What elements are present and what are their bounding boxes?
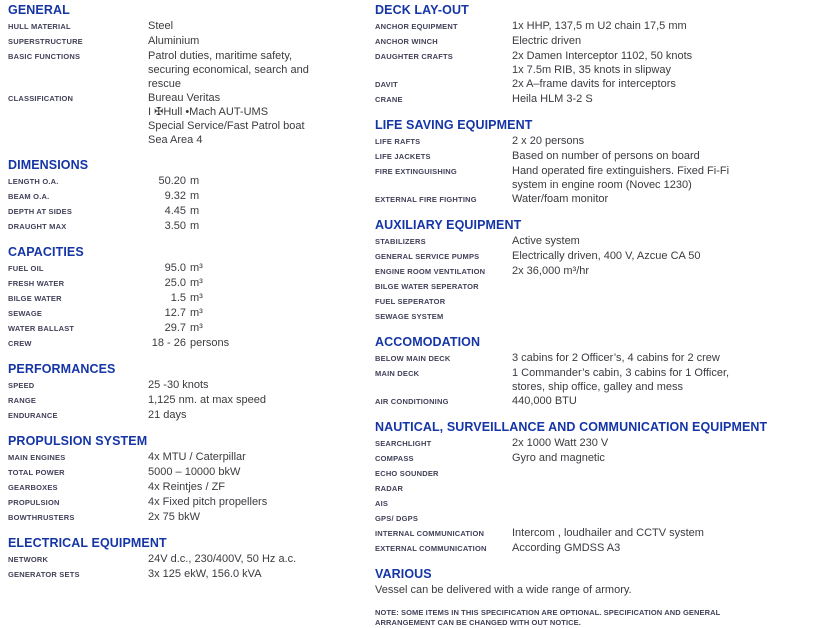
spec-label: STABILIZERS bbox=[375, 237, 426, 246]
spec-label: AIS bbox=[375, 499, 389, 508]
spec-row bbox=[375, 511, 830, 526]
spec-value bbox=[512, 164, 830, 192]
spec-value-number: 12.7 bbox=[164, 307, 186, 319]
spec-value-unit: m bbox=[190, 205, 200, 217]
spec-value bbox=[148, 306, 370, 320]
footnote-line-2: ARRANGEMENT CAN BE CHANGED WITH OUT NOTICE. bbox=[375, 618, 581, 627]
spec-value bbox=[512, 394, 830, 408]
spec-label: LIFE RAFTS bbox=[375, 137, 421, 146]
spec-value bbox=[512, 526, 830, 540]
spec-label: HULL MATERIAL bbox=[8, 22, 71, 31]
section-title: PROPULSION SYSTEM bbox=[8, 434, 148, 448]
spec-value bbox=[512, 366, 830, 394]
spec-value-text: 1x HHP, 137,5 m U2 chain 17,5 mm bbox=[512, 20, 687, 32]
spec-row bbox=[375, 234, 830, 249]
section-title: GENERAL bbox=[8, 3, 70, 17]
spec-value-number: 25.0 bbox=[164, 277, 186, 289]
spec-label: LENGTH O.A. bbox=[8, 177, 59, 186]
spec-row bbox=[375, 394, 830, 409]
spec-value-text: 3 cabins for 2 Officer’s, 4 cabins for 2 crew bbox=[512, 352, 720, 364]
spec-row bbox=[375, 34, 830, 49]
spec-value-number: 3.50 bbox=[164, 220, 186, 232]
spec-row bbox=[8, 291, 370, 306]
spec-value bbox=[148, 336, 370, 350]
spec-value-text: 21 days bbox=[148, 409, 187, 421]
spec-label: BILGE WATER SEPERATOR bbox=[375, 282, 479, 291]
spec-value-number: 95.0 bbox=[164, 262, 186, 274]
spec-label: DAUGHTER CRAFTS bbox=[375, 52, 453, 61]
spec-value-number: 50.20 bbox=[158, 175, 186, 187]
spec-value bbox=[512, 351, 830, 365]
spec-label: FUEL OIL bbox=[8, 264, 44, 273]
section-text: Vessel can be delivered with a wide range of armory. bbox=[375, 584, 632, 596]
spec-value bbox=[148, 567, 370, 581]
spec-label: CLASSIFICATION bbox=[8, 94, 74, 103]
spec-row bbox=[8, 510, 370, 525]
spec-value bbox=[512, 134, 830, 148]
spec-value-text: 5000 – 10000 bkW bbox=[148, 466, 241, 478]
spec-row bbox=[8, 306, 370, 321]
spec-value-unit: m³ bbox=[190, 292, 203, 304]
section-life-saving-equipment bbox=[375, 118, 830, 207]
spec-row bbox=[8, 219, 370, 234]
spec-value-line: Patrol duties, maritime safety, bbox=[148, 50, 293, 62]
spec-row bbox=[375, 264, 830, 279]
spec-row bbox=[8, 336, 370, 351]
spec-value-text: 1,125 nm. at max speed bbox=[148, 394, 267, 406]
spec-value-unit: persons bbox=[190, 337, 230, 349]
spec-label: BOWTHRUSTERS bbox=[8, 513, 75, 522]
spec-label: BEAM O.A. bbox=[8, 192, 50, 201]
spec-value bbox=[148, 276, 370, 290]
spec-label: BASIC FUNCTIONS bbox=[8, 52, 81, 61]
spec-label: INTERNAL COMMUNICATION bbox=[375, 529, 485, 538]
section-nautical-surveillance-and-communication-equipment bbox=[375, 420, 830, 556]
spec-value bbox=[148, 219, 370, 233]
spec-value-text: 2x 36,000 m³/hr bbox=[512, 265, 590, 277]
spec-label: LIFE JACKETS bbox=[375, 152, 431, 161]
spec-value bbox=[512, 149, 830, 163]
spec-value-text: According GMDSS A3 bbox=[512, 542, 621, 554]
spec-label: CRANE bbox=[375, 95, 403, 104]
left-column bbox=[8, 3, 370, 628]
spec-label: PROPULSION bbox=[8, 498, 60, 507]
spec-label: FUEL SEPERATOR bbox=[375, 297, 446, 306]
spec-label: RANGE bbox=[8, 396, 37, 405]
spec-label: SEWAGE bbox=[8, 309, 43, 318]
spec-value-number: 18 - 26 bbox=[151, 337, 186, 349]
spec-value bbox=[148, 49, 370, 91]
spec-value-text: 3x 125 ekW, 156.0 kVA bbox=[148, 568, 262, 580]
spec-value-text: 2x 1000 Watt 230 V bbox=[512, 437, 609, 449]
spec-value-number: 9.32 bbox=[164, 190, 186, 202]
spec-value-line: I ✠Hull •Mach AUT-UMS bbox=[148, 106, 269, 118]
spec-row bbox=[8, 495, 370, 510]
spec-value-line: Special Service/Fast Patrol boat bbox=[148, 120, 305, 132]
section-title: DIMENSIONS bbox=[8, 158, 89, 172]
footnote bbox=[375, 608, 830, 628]
spec-row bbox=[375, 294, 830, 309]
section-title: DECK LAY-OUT bbox=[375, 3, 469, 17]
spec-value bbox=[148, 495, 370, 509]
spec-value bbox=[148, 34, 370, 48]
spec-value bbox=[148, 378, 370, 392]
spec-row bbox=[375, 149, 830, 164]
spec-value-line: 1 Commander’s cabin, 3 cabins for 1 Officer, bbox=[512, 367, 730, 379]
spec-row bbox=[375, 77, 830, 92]
spec-value bbox=[148, 552, 370, 566]
spec-value-unit: m³ bbox=[190, 322, 203, 334]
section-capacities bbox=[8, 245, 370, 351]
spec-value bbox=[148, 450, 370, 464]
spec-value-text: Gyro and magnetic bbox=[512, 452, 605, 464]
spec-label: EXTERNAL COMMUNICATION bbox=[375, 544, 487, 553]
spec-value-text: 25 -30 knots bbox=[148, 379, 209, 391]
spec-value-text: Steel bbox=[148, 20, 174, 32]
spec-row bbox=[8, 276, 370, 291]
spec-label: MAIN DECK bbox=[375, 369, 420, 378]
spec-row bbox=[375, 19, 830, 34]
spec-value-line: rescue bbox=[148, 78, 182, 90]
spec-value-text: 4x MTU / Caterpillar bbox=[148, 451, 246, 463]
spec-label: CREW bbox=[8, 339, 32, 348]
right-column-sections bbox=[375, 3, 830, 597]
spec-value-number: 4.45 bbox=[164, 205, 186, 217]
spec-value-text: 2 x 20 persons bbox=[512, 135, 585, 147]
spec-row bbox=[375, 309, 830, 324]
spec-label: ENGINE ROOM VENTILATION bbox=[375, 267, 486, 276]
spec-label: COMPASS bbox=[375, 454, 414, 463]
spec-value-text: 4x Fixed pitch propellers bbox=[148, 496, 268, 508]
spec-value bbox=[148, 291, 370, 305]
footnote-line-1: NOTE: SOME ITEMS IN THIS SPECIFICATION ARE OPTIONAL. SPECIFICATION AND GENERAL bbox=[375, 608, 721, 617]
spec-value-line: Sea Area 4 bbox=[148, 134, 203, 146]
spec-value-line: 1x 7.5m RIB, 35 knots in slipway bbox=[512, 64, 671, 76]
spec-row bbox=[375, 249, 830, 264]
spec-value bbox=[512, 34, 830, 48]
spec-value-number: 1.5 bbox=[170, 292, 186, 304]
section-deck-lay-out bbox=[375, 3, 830, 107]
spec-label: ANCHOR EQUIPMENT bbox=[375, 22, 458, 31]
spec-value bbox=[512, 192, 830, 206]
section-general bbox=[8, 3, 370, 147]
spec-row bbox=[375, 436, 830, 451]
spec-value-text: Aluminium bbox=[148, 35, 200, 47]
spec-value bbox=[512, 436, 830, 450]
spec-value-line: stores, ship office, galley and mess bbox=[512, 381, 683, 393]
spec-row bbox=[375, 451, 830, 466]
spec-value bbox=[148, 480, 370, 494]
spec-label: DAVIT bbox=[375, 80, 398, 89]
spec-row bbox=[8, 552, 370, 567]
spec-value bbox=[512, 541, 830, 555]
spec-value-text: 2x 75 bkW bbox=[148, 511, 200, 523]
spec-row bbox=[8, 465, 370, 480]
spec-value-text: 2x A–frame davits for interceptors bbox=[512, 78, 676, 90]
spec-value-unit: m bbox=[190, 190, 200, 202]
spec-row bbox=[375, 164, 830, 192]
spec-value-line: securing economical, search and bbox=[148, 64, 309, 76]
spec-row bbox=[8, 408, 370, 423]
section-propulsion-system bbox=[8, 434, 370, 525]
spec-row bbox=[8, 261, 370, 276]
spec-label: ECHO SOUNDER bbox=[375, 469, 439, 478]
spec-row bbox=[375, 192, 830, 207]
spec-value bbox=[148, 393, 370, 407]
spec-value bbox=[148, 321, 370, 335]
spec-row bbox=[8, 19, 370, 34]
spec-label: SEWAGE SYSTEM bbox=[375, 312, 444, 321]
spec-value-unit: m bbox=[190, 220, 200, 232]
spec-value bbox=[512, 234, 830, 248]
spec-row bbox=[375, 481, 830, 496]
spec-value bbox=[148, 91, 370, 147]
section-title: PERFORMANCES bbox=[8, 362, 116, 376]
spec-label: GPS/ DGPS bbox=[375, 514, 419, 523]
spec-row bbox=[375, 279, 830, 294]
spec-value-text: Heila HLM 3-2 S bbox=[512, 93, 593, 105]
section-title: ELECTRICAL EQUIPMENT bbox=[8, 536, 167, 550]
spec-label: AIR CONDITIONING bbox=[375, 397, 449, 406]
spec-value bbox=[148, 510, 370, 524]
spec-label: ENDURANCE bbox=[8, 411, 58, 420]
section-auxiliary-equipment bbox=[375, 218, 830, 324]
spec-label: MAIN ENGINES bbox=[8, 453, 66, 462]
section-accomodation bbox=[375, 335, 830, 409]
spec-row bbox=[8, 91, 370, 147]
spec-value bbox=[512, 19, 830, 33]
spec-label: WATER BALLAST bbox=[8, 324, 75, 333]
spec-value bbox=[148, 261, 370, 275]
spec-value-unit: m bbox=[190, 175, 200, 187]
spec-value-line: Bureau Veritas bbox=[148, 92, 221, 104]
spec-row bbox=[8, 49, 370, 91]
spec-label: SPEED bbox=[8, 381, 35, 390]
spec-row bbox=[375, 541, 830, 556]
spec-value bbox=[512, 451, 830, 465]
spec-row bbox=[375, 92, 830, 107]
spec-row bbox=[8, 480, 370, 495]
spec-value bbox=[148, 19, 370, 33]
left-column-sections bbox=[8, 3, 370, 582]
spec-value bbox=[512, 92, 830, 106]
spec-row bbox=[375, 496, 830, 511]
spec-label: SEARCHLIGHT bbox=[375, 439, 432, 448]
spec-label: BILGE WATER bbox=[8, 294, 62, 303]
spec-value-text: Electrically driven, 400 V, Azcue CA 50 bbox=[512, 250, 701, 262]
spec-value bbox=[148, 204, 370, 218]
spec-value-text: 24V d.c., 230/400V, 50 Hz a.c. bbox=[148, 553, 297, 565]
spec-value-line: Hand operated fire extinguishers. Fixed Fi-Fi bbox=[512, 165, 730, 177]
spec-row bbox=[375, 134, 830, 149]
spec-label: BELOW MAIN DECK bbox=[375, 354, 451, 363]
spec-value-text: Active system bbox=[512, 235, 580, 247]
spec-value-text: Based on number of persons on board bbox=[512, 150, 700, 162]
spec-label: SUPERSTRUCTURE bbox=[8, 37, 83, 46]
spec-label: TOTAL POWER bbox=[8, 468, 65, 477]
spec-value-line: 2x Damen Interceptor 1102, 50 knots bbox=[512, 50, 693, 62]
spec-label: RADAR bbox=[375, 484, 404, 493]
spec-row bbox=[8, 34, 370, 49]
spec-row bbox=[8, 321, 370, 336]
spec-value-number: 29.7 bbox=[164, 322, 186, 334]
spec-row bbox=[8, 393, 370, 408]
spec-row bbox=[375, 351, 830, 366]
spec-value-text: Electric driven bbox=[512, 35, 582, 47]
spec-row bbox=[375, 466, 830, 481]
spec-value bbox=[148, 408, 370, 422]
spec-value bbox=[148, 189, 370, 203]
section-title: VARIOUS bbox=[375, 567, 432, 581]
spec-value bbox=[512, 249, 830, 263]
right-column bbox=[375, 3, 830, 628]
spec-value-unit: m³ bbox=[190, 262, 203, 274]
spec-label: NETWORK bbox=[8, 555, 49, 564]
spec-value bbox=[148, 174, 370, 188]
section-various bbox=[375, 567, 830, 597]
spec-label: GEARBOXES bbox=[8, 483, 58, 492]
spec-row bbox=[8, 174, 370, 189]
spec-row bbox=[8, 567, 370, 582]
spec-label: DEPTH AT SIDES bbox=[8, 207, 73, 216]
spec-row bbox=[375, 526, 830, 541]
spec-row bbox=[8, 204, 370, 219]
spec-row bbox=[8, 450, 370, 465]
spec-value bbox=[512, 49, 830, 77]
spec-row bbox=[8, 189, 370, 204]
spec-value-text: 4x Reintjes / ZF bbox=[148, 481, 226, 493]
spec-value bbox=[512, 77, 830, 91]
spec-value-unit: m³ bbox=[190, 277, 203, 289]
spec-value-text: Intercom , loudhailer and CCTV system bbox=[512, 527, 704, 539]
section-title: CAPACITIES bbox=[8, 245, 84, 259]
spec-value-line: system in engine room (Novec 1230) bbox=[512, 179, 692, 191]
spec-value bbox=[512, 264, 830, 278]
section-title: ACCOMODATION bbox=[375, 335, 481, 349]
spec-value-text: 440,000 BTU bbox=[512, 395, 577, 407]
spec-label: EXTERNAL FIRE FIGHTING bbox=[375, 195, 477, 204]
section-title: AUXILIARY EQUIPMENT bbox=[375, 218, 522, 232]
spec-value-text: Water/foam monitor bbox=[512, 193, 609, 205]
spec-label: GENERAL SERVICE PUMPS bbox=[375, 252, 480, 261]
section-dimensions bbox=[8, 158, 370, 234]
spec-value-unit: m³ bbox=[190, 307, 203, 319]
section-title: LIFE SAVING EQUIPMENT bbox=[375, 118, 533, 132]
spec-label: GENERATOR SETS bbox=[8, 570, 80, 579]
spec-row bbox=[375, 49, 830, 77]
section-electrical-equipment bbox=[8, 536, 370, 582]
spec-row bbox=[375, 366, 830, 394]
spec-value bbox=[148, 465, 370, 479]
section-performances bbox=[8, 362, 370, 423]
spec-label: DRAUGHT MAX bbox=[8, 222, 67, 231]
spec-label: FRESH WATER bbox=[8, 279, 65, 288]
spec-label: FIRE EXTINGUISHING bbox=[375, 167, 457, 176]
section-title: NAUTICAL, SURVEILLANCE AND COMMUNICATION EQUIPMENT bbox=[375, 420, 768, 434]
spec-row bbox=[8, 378, 370, 393]
spec-label: ANCHOR WINCH bbox=[375, 37, 438, 46]
